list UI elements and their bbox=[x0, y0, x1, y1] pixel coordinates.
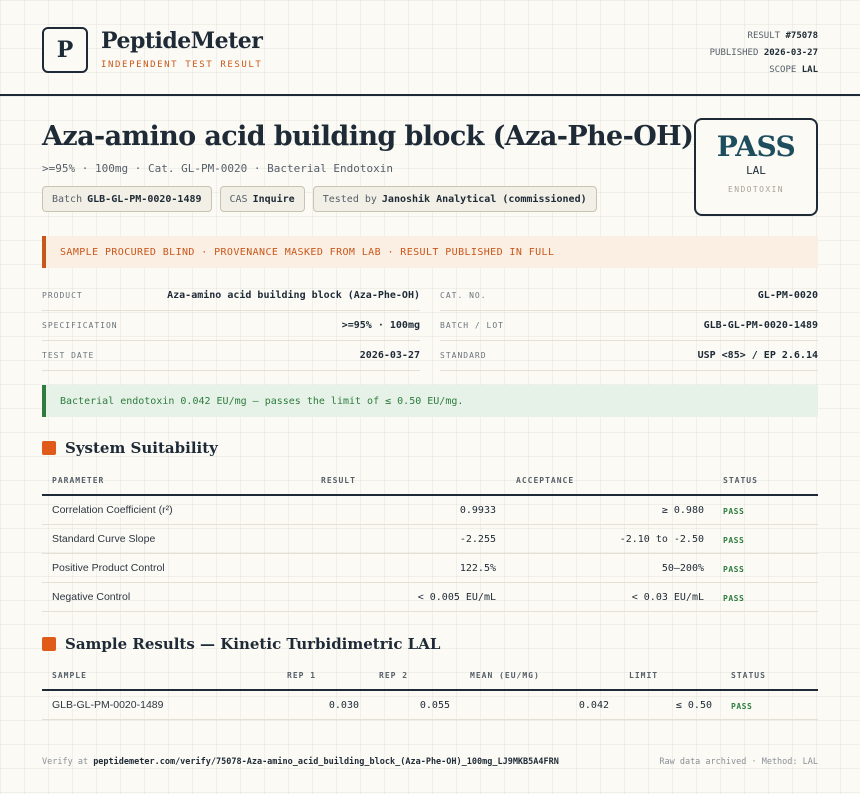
published-date: PUBLISHED 2026-03-27 bbox=[709, 48, 818, 58]
samples-table bbox=[42, 661, 818, 720]
acceptance-cell: ≥ 0.980 bbox=[661, 505, 704, 516]
footer-note: Raw data archived · Method: LAL bbox=[659, 757, 818, 767]
info-specification bbox=[42, 311, 420, 341]
report-header bbox=[0, 0, 860, 96]
cas-chip: CAS Inquire bbox=[220, 186, 305, 212]
rep2-cell: 0.055 bbox=[419, 700, 450, 711]
report-meta bbox=[710, 28, 818, 79]
verdict-category: ENDOTOXIN bbox=[728, 185, 784, 194]
parameter-cell: Negative Control bbox=[52, 591, 131, 603]
info-key: CAT. NO. bbox=[440, 291, 487, 300]
col-status: STATUS bbox=[723, 476, 758, 485]
info-value: GL-PM-0020 bbox=[757, 290, 818, 301]
col-result: RESULT bbox=[321, 476, 356, 485]
acceptance-cell: 50–200% bbox=[661, 563, 704, 574]
table-header bbox=[42, 466, 818, 496]
verify-line: Verify at peptidemeter.com/verify/75078-Aza-amino_acid_building_block_(Aza-Phe-OH)_100mg_LJ9MKB5A4FRN bbox=[42, 757, 559, 767]
info-value: USP <85> / EP 2.6.14 bbox=[697, 350, 818, 361]
status-badge: PASS bbox=[731, 702, 753, 711]
result-cell: -2.255 bbox=[459, 534, 496, 545]
brand-tagline: INDEPENDENT TEST RESULT bbox=[101, 60, 263, 70]
result-summary: Bacterial endotoxin 0.042 EU/mg — passes the limit of ≤ 0.50 EU/mg. bbox=[42, 385, 818, 417]
table-row bbox=[42, 496, 818, 525]
info-value: 2026-03-27 bbox=[359, 350, 420, 361]
table-row bbox=[42, 525, 818, 554]
info-test-date bbox=[42, 341, 420, 371]
sample-cell: GLB-GL-PM-0020-1489 bbox=[52, 699, 164, 711]
table-row bbox=[42, 554, 818, 583]
section-title: System Suitability bbox=[65, 439, 218, 457]
info-value: Aza-amino acid building block (Aza-Phe-OH) bbox=[167, 290, 420, 301]
brand-name: PeptideMeter bbox=[101, 28, 263, 54]
tested-by-chip: Tested by Janoshik Analytical (commissioned) bbox=[313, 186, 597, 212]
status-badge: PASS bbox=[723, 507, 745, 516]
parameter-cell: Correlation Coefficient (r²) bbox=[52, 504, 173, 516]
section-marker-icon bbox=[42, 441, 56, 455]
verdict-status: PASS bbox=[716, 130, 796, 163]
info-batch-lot bbox=[440, 311, 818, 341]
col-sample: SAMPLE bbox=[52, 671, 87, 680]
acceptance-cell: -2.10 to -2.50 bbox=[619, 534, 704, 545]
parameter-cell: Standard Curve Slope bbox=[52, 533, 156, 545]
info-key: TEST DATE bbox=[42, 351, 95, 360]
procurement-notice: SAMPLE PROCURED BLIND · PROVENANCE MASKED FROM LAB · RESULT PUBLISHED IN FULL bbox=[42, 236, 818, 268]
section-title: Sample Results — Kinetic Turbidimetric LAL bbox=[65, 635, 441, 653]
status-badge: PASS bbox=[723, 536, 745, 545]
status-badge: PASS bbox=[723, 594, 745, 603]
product-chips bbox=[42, 186, 597, 212]
info-standard bbox=[440, 341, 818, 371]
info-key: PRODUCT bbox=[42, 291, 83, 300]
table-header bbox=[42, 661, 818, 691]
batch-chip: Batch GLB-GL-PM-0020-1489 bbox=[42, 186, 212, 212]
info-key: BATCH / LOT bbox=[440, 321, 504, 330]
section-marker-icon bbox=[42, 637, 56, 651]
product-title: Aza-amino acid building block (Aza-Phe-OH) bbox=[42, 121, 694, 152]
product-subtitle: >=95% · 100mg · Cat. GL-PM-0020 · Bacterial Endotoxin bbox=[42, 162, 393, 175]
acceptance-cell: < 0.03 EU/mL bbox=[631, 592, 704, 603]
verdict-stamp bbox=[694, 118, 818, 216]
suitability-table bbox=[42, 466, 818, 612]
scope: SCOPE LAL bbox=[769, 65, 818, 75]
info-value: >=95% · 100mg bbox=[341, 320, 420, 331]
info-value: GLB-GL-PM-0020-1489 bbox=[703, 320, 818, 331]
col-parameter: PARAMETER bbox=[52, 476, 105, 485]
limit-cell: ≤ 0.50 bbox=[675, 700, 712, 711]
result-cell: < 0.005 EU/mL bbox=[417, 592, 496, 603]
verify-link[interactable]: peptidemeter.com/verify/75078-Aza-amino_acid_building_block_(Aza-Phe-OH)_100mg_LJ9MKB5A4FRN bbox=[93, 757, 559, 767]
table-row bbox=[42, 691, 818, 720]
verdict-method: LAL bbox=[746, 164, 766, 177]
suitability-heading bbox=[42, 439, 218, 457]
info-product bbox=[42, 281, 420, 311]
col-rep2: REP 2 bbox=[379, 671, 409, 680]
brand-logo: P bbox=[42, 27, 88, 73]
parameter-cell: Positive Product Control bbox=[52, 562, 165, 574]
col-status: STATUS bbox=[731, 671, 766, 680]
info-key: SPECIFICATION bbox=[42, 321, 118, 330]
mean-cell: 0.042 bbox=[578, 700, 609, 711]
samples-heading bbox=[42, 635, 440, 653]
status-badge: PASS bbox=[723, 565, 745, 574]
info-cat-no bbox=[440, 281, 818, 311]
table-row bbox=[42, 583, 818, 612]
result-cell: 0.9933 bbox=[459, 505, 496, 516]
col-mean: MEAN (EU/MG) bbox=[470, 671, 540, 680]
rep1-cell: 0.030 bbox=[328, 700, 359, 711]
col-rep1: REP 1 bbox=[287, 671, 317, 680]
col-limit: LIMIT bbox=[629, 671, 659, 680]
info-key: STANDARD bbox=[440, 351, 487, 360]
result-id: RESULT #75078 bbox=[747, 31, 818, 41]
result-cell: 122.5% bbox=[459, 563, 496, 574]
col-acceptance: ACCEPTANCE bbox=[516, 476, 575, 485]
